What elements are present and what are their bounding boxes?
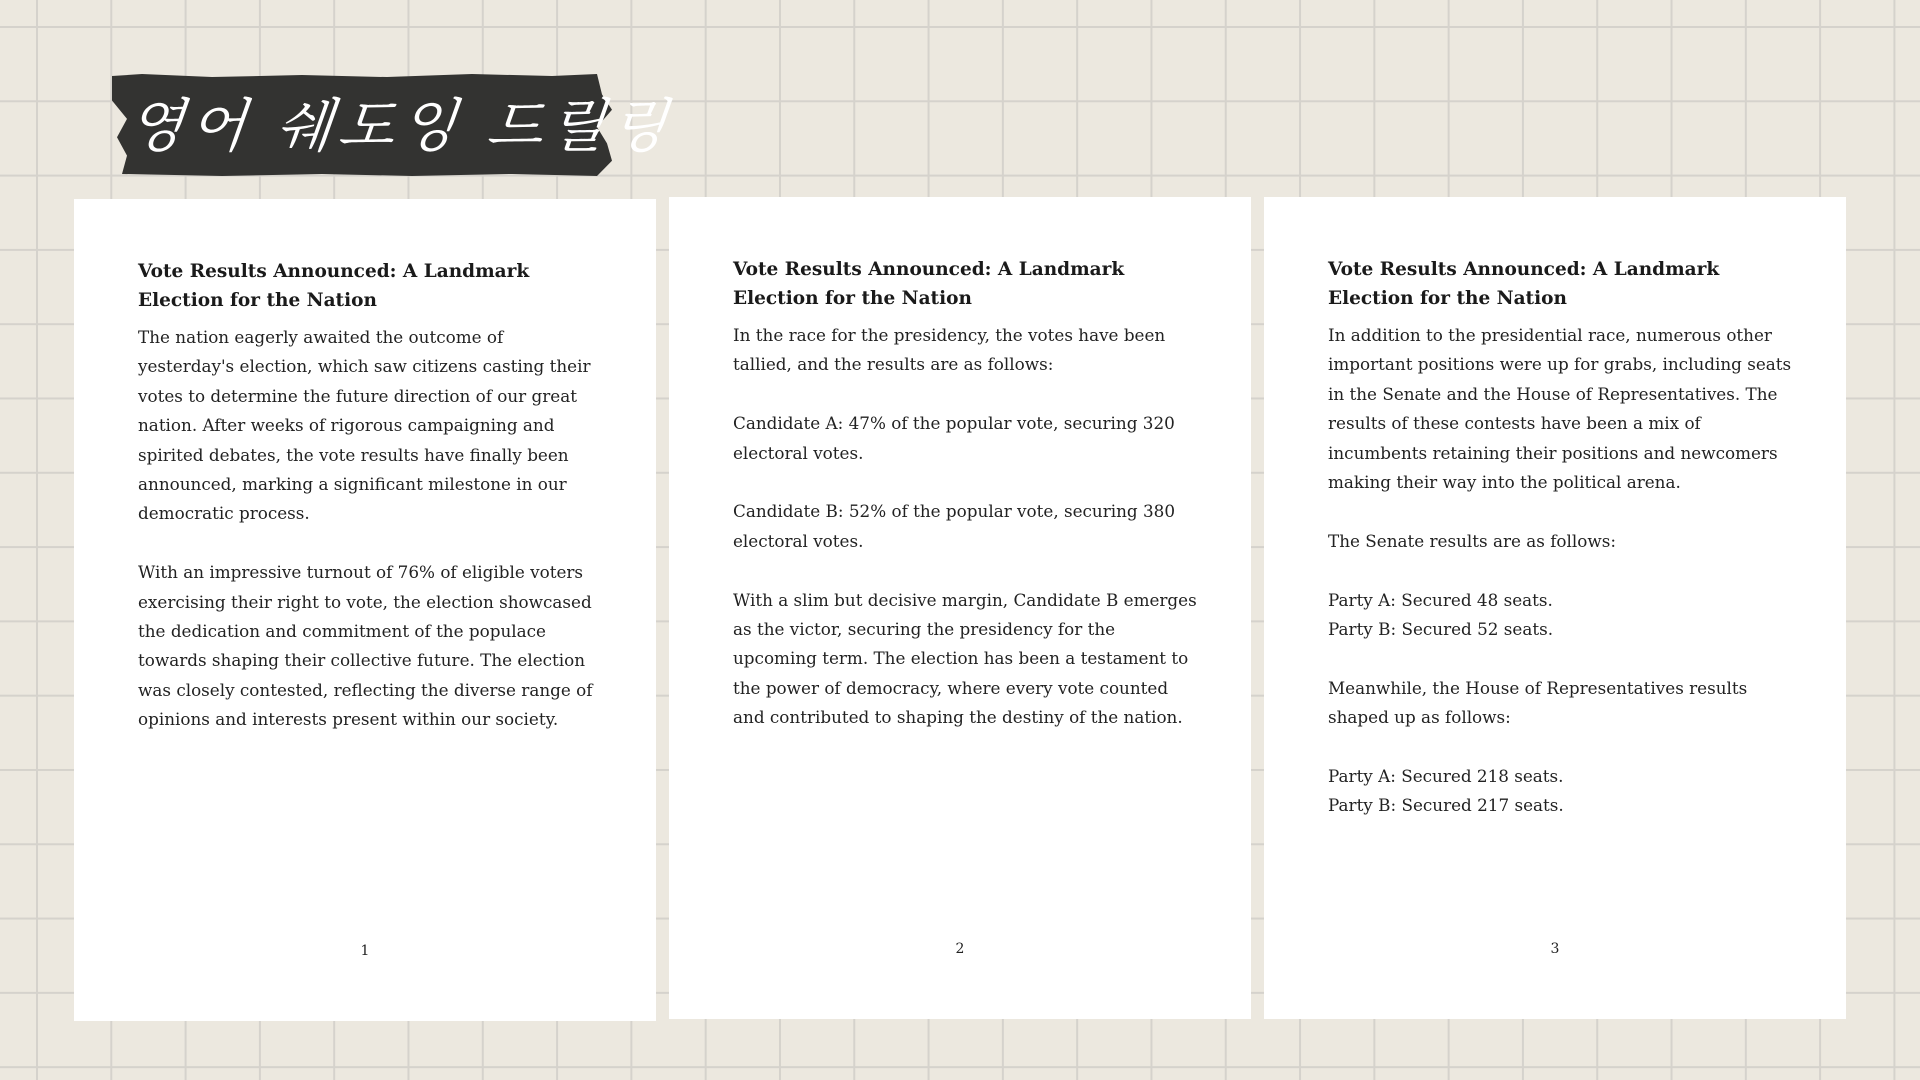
body-paragraph: The nation eagerly awaited the outcome of yesterday's election, which saw citizens casting their votes to determine the future direction of our great nation. After weeks of rigorous campaigning and spirited debates, the vote results have finally been announced, marking a significant milestone in our democratic process.	[138, 327, 591, 524]
slide-title: 영어 쉐도잉 드릴링	[124, 92, 677, 160]
page-number: 1	[360, 943, 370, 959]
body-paragraph: With an impressive turnout of 76% of eligible voters exercising their right to vote, the election showcased the dedication and commitment of the populace towards shaping their collective future. The election was closely contested, reflecting the diverse range of opinions and interests present within our society.	[138, 562, 593, 730]
body-paragraph: In addition to the presidential race, numerous other important positions were up for grabs, including seats in the Senate and the House of Representatives. The results of these contests have been a mix of incumbents retaining their positions and newcomers making their way into the political arena.	[1328, 325, 1792, 493]
page-heading: Vote Results Announced: A Landmark Election for the Nation	[138, 261, 530, 311]
body-paragraph: Meanwhile, the House of Representatives results shaped up as follows:	[1328, 677, 1748, 728]
body-paragraph: Party A: Secured 218 seats.	[1328, 766, 1564, 787]
page-body	[1328, 321, 1792, 850]
page-number: 2	[955, 941, 965, 957]
body-paragraph: Candidate A: 47% of the popular vote, securing 320 electoral votes.	[733, 413, 1175, 463]
page-body	[138, 323, 602, 764]
page-heading: Vote Results Announced: A Landmark Election for the Nation	[1328, 259, 1720, 309]
body-paragraph: Party B: Secured 52 seats.	[1328, 619, 1554, 640]
body-paragraph: The Senate results are as follows:	[1328, 530, 1616, 551]
page-number: 3	[1550, 941, 1560, 957]
document-page-1	[74, 199, 656, 1021]
document-page-3	[1264, 197, 1846, 1019]
document-page-2	[669, 197, 1251, 1019]
body-paragraph: Party A: Secured 48 seats.	[1328, 589, 1553, 610]
body-paragraph: In the race for the presidency, the votes have been tallied, and the results are as follows:	[733, 325, 1166, 375]
page-body	[733, 321, 1197, 762]
body-paragraph: With a slim but decisive margin, Candidate B emerges as the victor, securing the presidency for the upcoming term. The election has been a testament to the power of democracy, where every vote counted and contributed to shaping the destiny of the nation.	[733, 589, 1197, 728]
body-paragraph: Candidate B: 52% of the popular vote, securing 380 electoral votes.	[733, 501, 1176, 551]
body-paragraph: Party B: Secured 217 seats.	[1328, 795, 1564, 816]
page-heading: Vote Results Announced: A Landmark Election for the Nation	[733, 259, 1125, 309]
